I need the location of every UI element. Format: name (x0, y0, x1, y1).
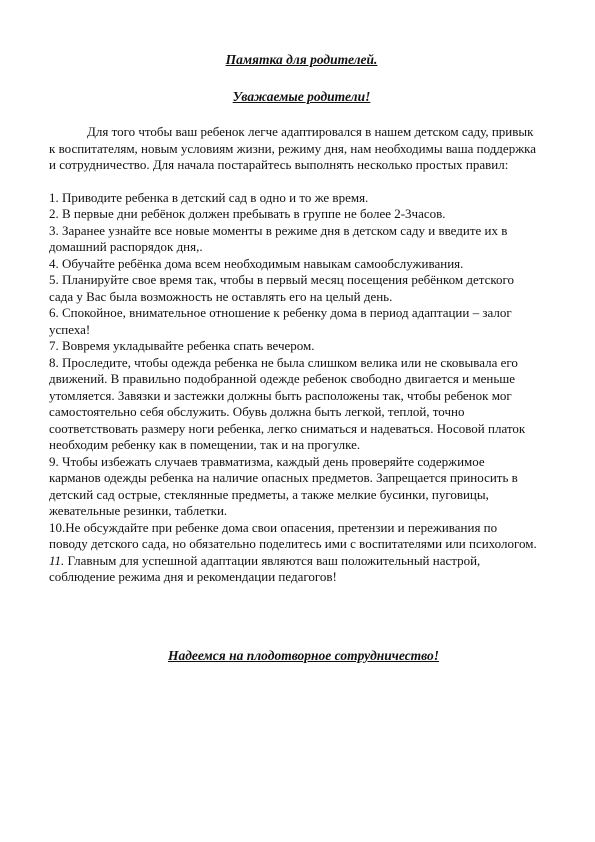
rule-7: 7. Вовремя укладывайте ребенка спать вечером. (49, 338, 315, 353)
rules-list (49, 190, 539, 586)
rule-2: 2. В первые дни ребёнок должен пребывать в группе не более 2-3часов. (49, 206, 446, 221)
rule-3: 3. Заранее узнайте все новые моменты в режиме дня в детском саду и введите их в домашний распорядок дня,. (49, 222, 508, 254)
rule-1: 1. Приводите ребенка в детский сад в одно и то же время. (49, 189, 369, 205)
rule-5: 5. Планируйте свое время так, чтобы в первый месяц посещения ребёнком детского сада у Вас была возможность не оставлять его на целый день. (49, 272, 515, 304)
greeting: Уважаемые родители! (232, 89, 371, 104)
rule-8: 8. Проследите, чтобы одежда ребенка не была слишком велика или не сковывала его движений. В правильно подобранной одежде ребенок свободно двигается и меньше утомляется. Завязки и застежки должны быть расположены так, чтобы ребенок мог самостоятельно себя обслужить. Обувь должна быть легкой, теплой, точно соответствовать размеру ноги ребенка, легко сниматься и надеваться. Носовой платок необходим ребенку как в помещении, так и на прогулке. (49, 354, 526, 452)
rule-9: 9. Чтобы избежать случаев травматизма, каждый день проверяйте содержимое карманов одежды ребенка на наличие опасных предметов. Запрещается приносить в детский сад острые, стеклянные предметы, а также мелкие бусинки, пуговицы, жевательные резинки, таблетки. (49, 453, 518, 518)
rule-4: 4. Обучайте ребёнка дома всем необходимым навыкам самообслуживания. (49, 255, 464, 271)
rule-6: 6. Спокойное, внимательное отношение к ребенку дома в период адаптации – залог успеха! (49, 305, 512, 337)
rule-11 (49, 553, 539, 586)
document-title: Памятка для родителей. (225, 52, 378, 67)
document-body (49, 124, 539, 586)
rule-11-text: Главным для успешной адаптации являются ваш положительный настрой, соблюдение режима дня и рекомендации педагогов! (49, 552, 481, 584)
closing-line: Надеемся на плодотворное сотрудничество! (167, 648, 440, 663)
rule-11-number: 11. (49, 552, 65, 568)
intro-paragraph: Для того чтобы ваш ребенок легче адаптировался в нашем детском саду, привык к воспитателям, новым условиям жизни, режиму дня, нам необходимы ваша поддержка и сотрудничество. Для начала постарайтесь выполнять несколько простых правил: (49, 124, 537, 172)
rule-10: 10.Не обсуждайте при ребенке дома свои опасения, претензии и переживания по поводу детского сада, но обязательно поделитесь ими с воспитателями или психологом. (49, 519, 537, 551)
